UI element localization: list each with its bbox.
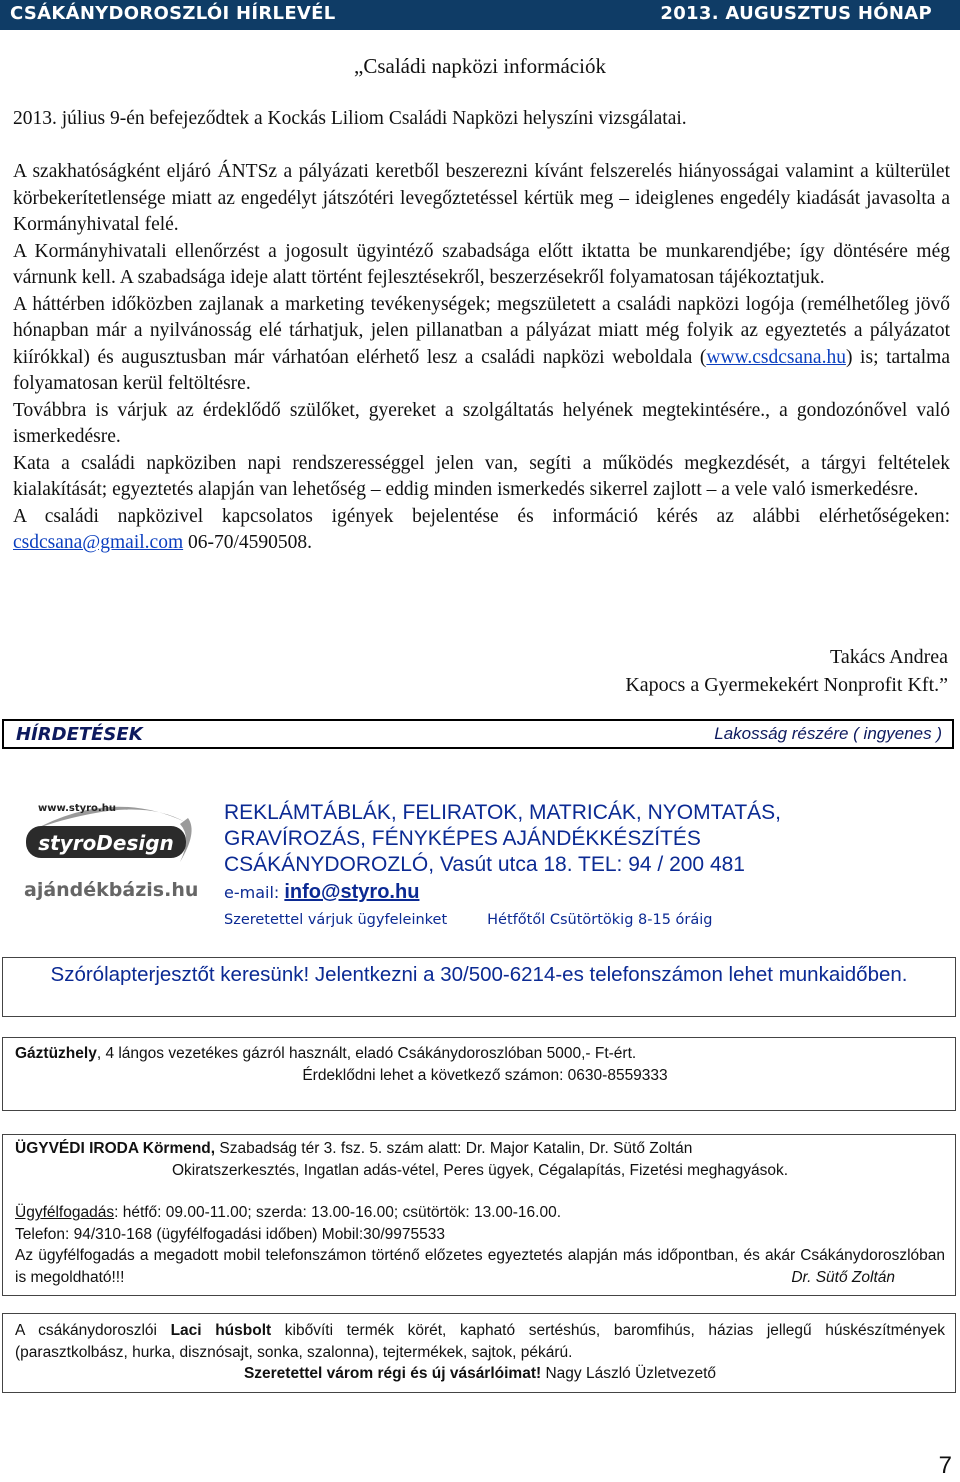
styro-footer [224, 912, 781, 928]
article-paragraph: A családi napközivel kapcsolatos igények bejelentése és információ kérés az alábbi elérhetőségeken: csdcsana@gmail.com 06-70/4590508. [13, 505, 950, 553]
ad-gas-stove-line: Gáztüzhely, 4 lángos vezetékes gázról használt, eladó Csákánydoroszlóban 5000,- Ft-ért. [15, 1045, 637, 1062]
page-number: 7 [938, 1452, 952, 1479]
styro-email-link[interactable]: info@styro.hu [284, 881, 420, 903]
ad-butcher-text: A csákánydoroszlói Laci húsbolt kibővíti termék körét, kapható sertéshús, baromfihús, házias jellegű húskészítmények (parasztkolbász, hurka, disznósajt, sonka, szalonna), tejtermékek, sajtok, pékárú. [15, 1322, 945, 1361]
article-paragraph: A Kormányhivatali ellenőrzést a jogosult ügyintéző szabadsága előtt iktatta be munkarendjébe; így döntésére még várnunk kell. A szabadsága ideje alatt történt fejlesztésekről, beszerzésekről folyamatosan tájékoztatjuk. [13, 240, 950, 288]
ad-flyer-distributor [2, 957, 956, 1017]
styro-services-1: REKLÁMTÁBLÁK, FELIRATOK, MATRICÁK, NYOMTATÁS, [224, 801, 781, 824]
article-paragraph: A szakhatóságként eljáró ÁNTSz a pályázati keretből beszerezni kívánt felszerelés hiányosságai valamint a külterület körbekerítetlensége miatt az engedélyt játszótéri levegőztetéssel kértük meg – ideiglenes engedély kiadását javasolta a Kormányhivatal felé. [13, 161, 950, 235]
newsletter-header [0, 0, 960, 30]
logo-url-text: www.styro.hu [38, 803, 116, 814]
author-name: Takács Andrea [830, 646, 948, 668]
styro-welcome: Szeretettel várjuk ügyfeleinket [224, 912, 448, 928]
ad-law-office-services: Okiratszerkesztés, Ingatlan adás-vétel, Peres ügyek, Cégalapítás, Fizetési meghagyások. [172, 1161, 788, 1179]
ad-gas-stove-contact: Érdeklődni lehet a következő számon: 0630-8559333 [302, 1067, 668, 1084]
issue-date: 2013. AUGUSZTUS HÓNAP [660, 3, 932, 24]
newsletter-title: CSÁKÁNYDOROSZLÓI HÍRLEVÉL [10, 3, 336, 24]
styro-services-2: GRAVÍROZÁS, FÉNYKÉPES AJÁNDÉKKÉSZÍTÉS [224, 827, 701, 850]
ad-law-office-signature: Dr. Sütő Zoltán [791, 1268, 895, 1286]
article-title: „Családi napközi információk [354, 54, 606, 78]
email-link[interactable]: csdcsana@gmail.com [13, 532, 184, 553]
ads-header-bar [2, 719, 954, 749]
ad-law-office-note: Az ügyfélfogadás a megadott mobil telefonszámon történő előzetes egyeztetés alapján más időpontban, és akár Csákánydoroszlóban is megoldható!!! Dr. Sütő Zoltán [15, 1245, 945, 1288]
ads-heading: HÍRDETÉSEK [16, 723, 143, 745]
styro-email-line: e-mail: info@styro.hu [224, 881, 420, 903]
ad-butcher-closing: Szeretettel várom régi és új vásárlóimat! Nagy László Üzletvezető [243, 1365, 717, 1382]
article-paragraph: Továbbra is várjuk az érdeklődő szülőket, gyereket a szolgáltatás helyének megtekintésére., a gondozónővel való ismerkedésre. [13, 399, 950, 447]
ad-law-office-heading: ÜGYVÉDI IRODA Körmend, Szabadság tér 3. fsz. 5. szám alatt: Dr. Major Katalin, Dr. Sütő Zoltán [15, 1140, 693, 1157]
article-intro: 2013. július 9-én befejeződtek a Kockás Liliom Családi Napközi helyszíni vizsgálatai. [13, 108, 687, 129]
article-paragraph: A háttérben időközben zajlanak a marketing tevékenységek; megszületett a családi napközi logója (remélhetőleg jövő hónapban már a nyilvánosság elé tárhatjuk, jelen pillanatban a pályázat miatt még folyik az egyeztetés a pályázatot kiírókkal) és augusztusban már várhatóan elérhető lesz a családi napközi weboldala (www.csdcsana.hu) is; tartalma folyamatosan kerül feltöltésre. [13, 293, 950, 394]
styro-ad [224, 800, 781, 928]
ad-flyer-text: Szórólapterjesztőt keresünk! Jelentkezni a 30/500-6214-es telefonszámon lehet munkaidőben. [50, 963, 908, 986]
logo-brand-text: styroDesign [38, 831, 174, 855]
author-organization: Kapocs a Gyermekekért Nonprofit Kft.” [625, 674, 948, 696]
ad-butcher-shop [2, 1313, 956, 1393]
ad-law-office-phone: Telefon: 94/310-168 (ügyfélfogadási időben) Mobil:30/9975533 [15, 1225, 446, 1243]
ad-gas-stove [2, 1037, 956, 1111]
styro-logo [20, 792, 200, 912]
website-link[interactable]: www.csdcsana.hu [706, 346, 846, 368]
ads-subheading: Lakosság részére ( ingyenes ) [714, 724, 942, 743]
styro-hours: Hétfőtől Csütörtökig 8-15 óráig [487, 912, 713, 928]
article-signature [625, 643, 948, 699]
logo-sub-text: ajándékbázis.hu [24, 879, 199, 901]
article-paragraph: Kata a családi napköziben napi rendszerességgel jelen van, segíti a működés megkezdését, a tárgyi feltételek kialakítását; egyeztetés alapján van lehetőség – eddig minden ismerkedés sikerrel zajlott – a vele való ismerkedésre. [13, 452, 950, 500]
ad-law-office [2, 1134, 956, 1296]
article-body [13, 159, 950, 557]
ad-law-office-hours: Ügyfélfogadás: hétfő: 09.00-11.00; szerda: 13.00-16.00; csütörtök: 13.00-16.00. [15, 1204, 562, 1221]
styro-address: CSÁKÁNYDOROZLÓ, Vasút utca 18. TEL: 94 / 200 481 [224, 853, 745, 876]
